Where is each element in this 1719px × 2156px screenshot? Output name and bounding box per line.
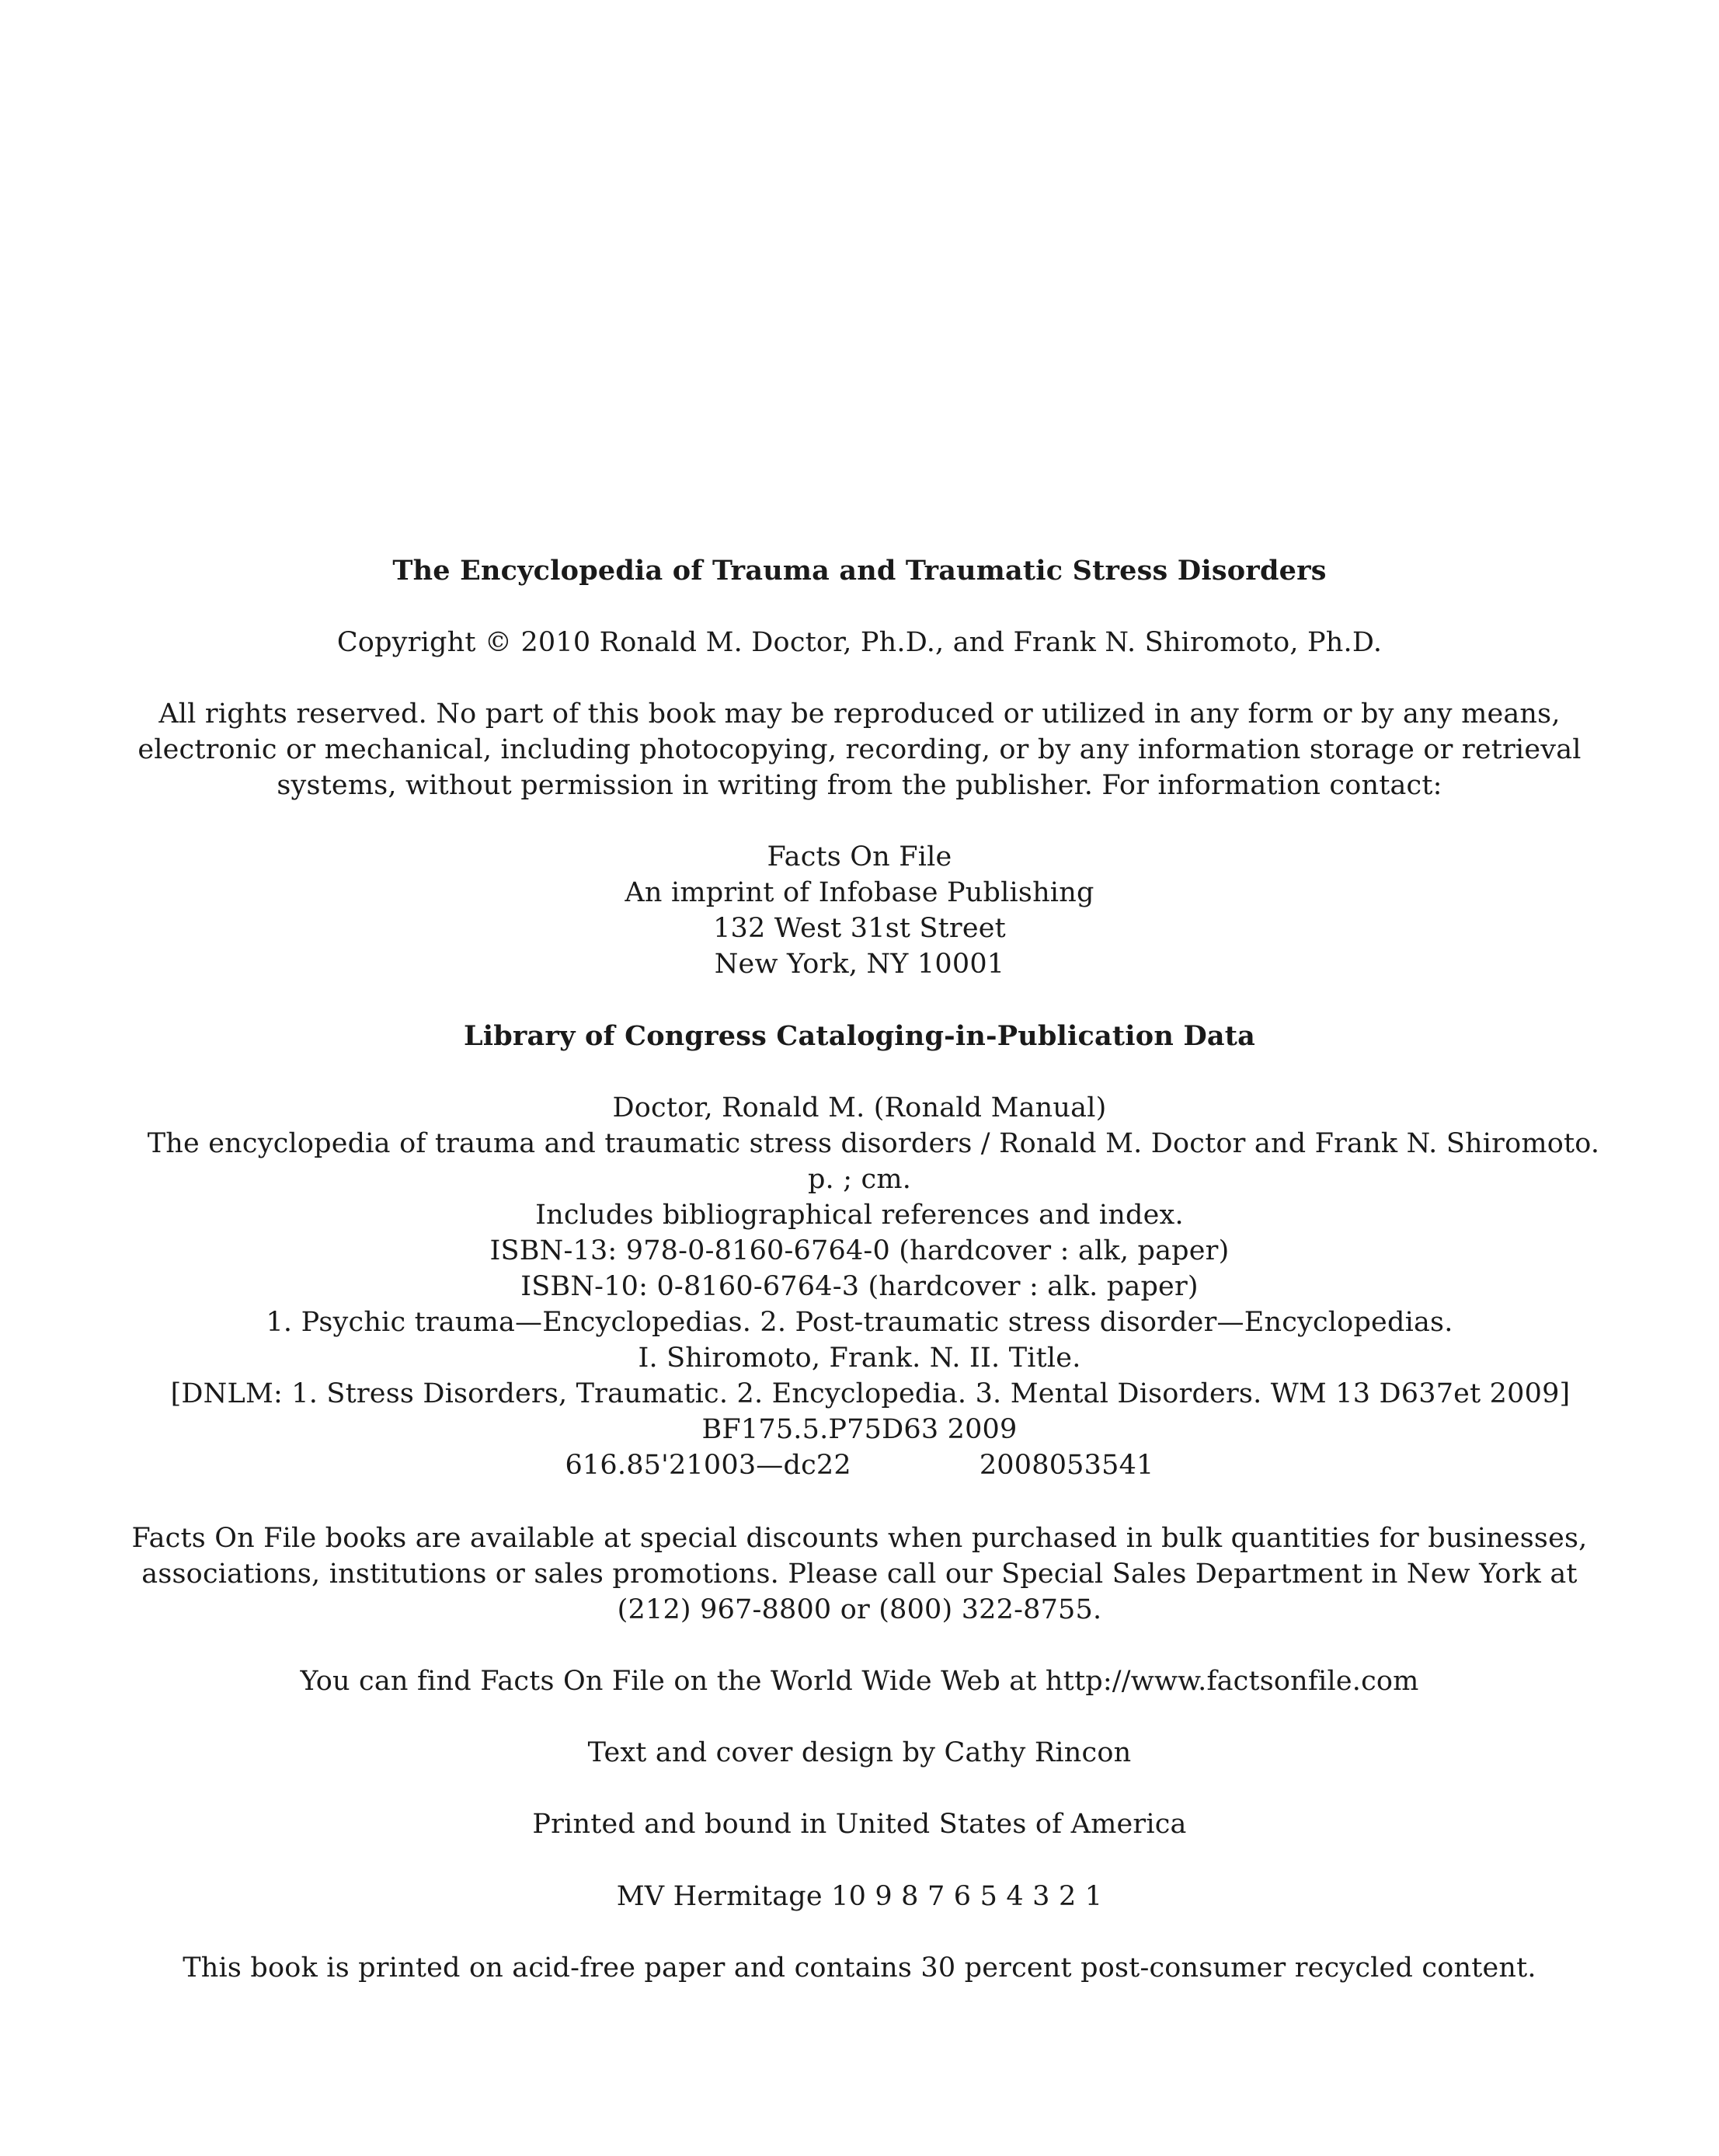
cip-line: ISBN-10: 0-8160-6764-3 (hardcover : alk. paper) [520,1271,1199,1302]
rights-line-2: electronic or mechanical, including photocopying, recording, or by any information storage or retrieval [137,734,1582,765]
book-title: The Encyclopedia of Trauma and Traumatic Stress Disorders [392,555,1327,587]
cip-line: 1. Psychic trauma—Encyclopedias. 2. Post-traumatic stress disorder—Encyclopedias. [266,1307,1453,1338]
cip-line: p. ; cm. [807,1164,912,1195]
cip-line: I. Shiromoto, Frank. N. II. Title. [638,1343,1081,1374]
sales-line-3: (212) 967-8800 or (800) 322-8755. [617,1594,1102,1625]
rights-line-1: All rights reserved. No part of this book may be reproduced or utilized in any form or by any means, [158,698,1561,730]
publisher-city: New York, NY 10001 [714,949,1005,980]
cip-line: BF175.5.P75D63 2009 [701,1414,1018,1445]
cip-heading: Library of Congress Cataloging-in-Publication Data [463,1020,1256,1052]
cip-line: Doctor, Ronald M. (Ronald Manual) [612,1092,1107,1123]
publisher-imprint: An imprint of Infobase Publishing [625,877,1094,908]
publisher-name: Facts On File [767,841,952,873]
cip-line: The encyclopedia of trauma and traumatic stress disorders / Ronald M. Doctor and Frank N. Shiromoto. [147,1128,1600,1159]
publisher-street: 132 West 31st Street [713,913,1006,944]
lccn-number: 2008053541 [979,1450,1154,1481]
dewey-number: 616.85'21003—dc22 [565,1450,851,1481]
cip-line: Includes bibliographical references and index. [535,1200,1184,1231]
design-credit: Text and cover design by Cathy Rincon [587,1737,1132,1768]
sales-line-2: associations, institutions or sales promotions. Please call our Special Sales Department in New York at [141,1559,1578,1590]
paper-note: This book is printed on acid-free paper and contains 30 percent post-consumer recycled content. [183,1952,1536,1984]
web-line: You can find Facts On File on the World Wide Web at http://www.factsonfile.com [300,1666,1419,1697]
rights-line-3: systems, without permission in writing from the publisher. For information contact: [277,770,1442,801]
cip-line: [DNLM: 1. Stress Disorders, Traumatic. 2. Encyclopedia. 3. Mental Disorders. WM 13 D637et 2009] [170,1378,1571,1409]
cip-line: ISBN-13: 978-0-8160-6764-0 (hardcover : alk, paper) [489,1235,1230,1266]
printer-line: MV Hermitage 10 9 8 7 6 5 4 3 2 1 [616,1881,1103,1912]
copyright-notice: Copyright © 2010 Ronald M. Doctor, Ph.D., and Frank N. Shiromoto, Ph.D. [336,627,1383,658]
sales-line-1: Facts On File books are available at special discounts when purchased in bulk quantities for businesses, [131,1523,1588,1554]
cip-classification-line [0,1447,1719,1483]
printed-location: Printed and bound in United States of America [532,1809,1187,1840]
